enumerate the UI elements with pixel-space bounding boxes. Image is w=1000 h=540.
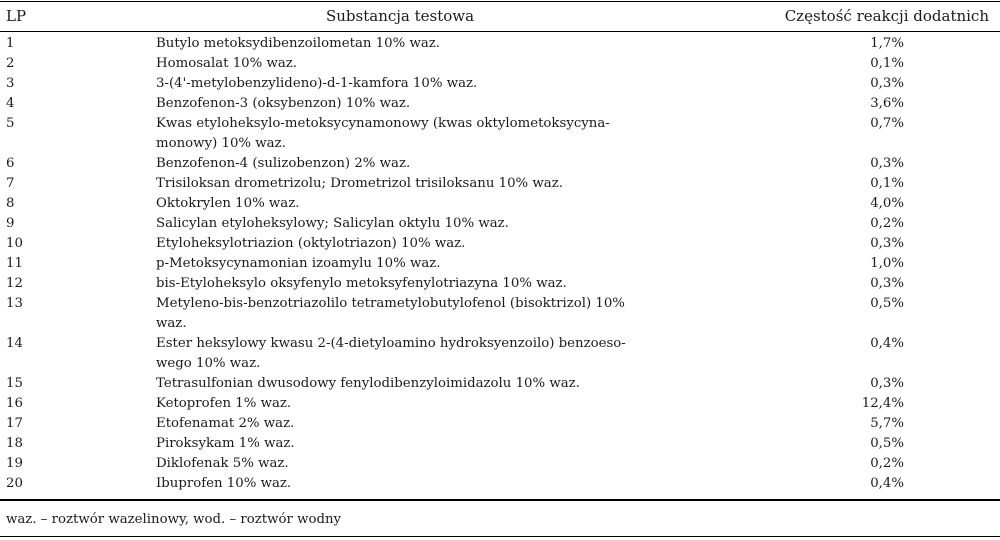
table-row [0, 374, 1000, 394]
row-frequency: 0,3% [870, 236, 904, 251]
table-row [0, 274, 1000, 294]
row-frequency: 0,2% [870, 216, 904, 231]
row-substance: Salicylan etyloheksylowy; Salicylan oktylu 10% waz. [156, 216, 509, 231]
row-substance: bis-Etyloheksylo oksyfenylo metoksyfenylotriazyna 10% waz. [156, 276, 567, 291]
row-frequency: 0,3% [870, 376, 904, 391]
table-row [0, 254, 1000, 274]
table-bottom-rule [0, 499, 1000, 501]
row-frequency: 0,2% [870, 456, 904, 471]
row-lp: 4 [6, 96, 15, 111]
row-frequency: 0,4% [870, 336, 904, 351]
column-header-lp: LP [6, 7, 27, 25]
column-header-frequency: Częstość reakcji dodatnich [784, 7, 989, 25]
row-frequency: 0,5% [870, 436, 904, 451]
row-substance: Trisiloksan drometrizolu; Drometrizol trisiloksanu 10% waz. [156, 176, 563, 191]
row-frequency: 0,3% [870, 156, 904, 171]
footnote-rule [0, 536, 1000, 537]
table-row [0, 434, 1000, 454]
row-lp: 5 [6, 116, 15, 131]
table-row [0, 174, 1000, 194]
row-lp: 6 [6, 156, 15, 171]
table-row [0, 214, 1000, 234]
row-substance: Benzofenon-4 (sulizobenzon) 2% waz. [156, 156, 411, 171]
table-row [0, 394, 1000, 414]
table-row [0, 234, 1000, 254]
row-frequency: 0,3% [870, 276, 904, 291]
row-frequency: 0,3% [870, 76, 904, 91]
row-substance: Diklofenak 5% waz. [156, 456, 289, 471]
table-row [0, 474, 1000, 494]
row-frequency: 4,0% [870, 196, 904, 211]
row-substance: Oktokrylen 10% waz. [156, 196, 300, 211]
table-row [0, 74, 1000, 94]
row-lp: 1 [6, 36, 15, 51]
row-substance: Metyleno-bis-benzotriazolilo tetrametylobutylofenol (bisoktrizol) 10% waz. [156, 296, 625, 331]
row-lp: 16 [6, 396, 23, 411]
row-substance: 3-(4'-metylobenzylideno)-d-1-kamfora 10% waz. [156, 76, 478, 91]
table-body [0, 34, 1000, 494]
table-row [0, 34, 1000, 54]
row-lp: 2 [6, 56, 15, 71]
row-lp: 17 [6, 416, 23, 431]
row-substance: Etyloheksylotriazion (oktylotriazon) 10% waz. [156, 236, 466, 251]
row-substance: Piroksykam 1% waz. [156, 436, 295, 451]
row-substance: Etofenamat 2% waz. [156, 416, 295, 431]
column-header-substance: Substancja testowa [326, 7, 475, 25]
table-row [0, 334, 1000, 374]
row-frequency: 0,4% [870, 476, 904, 491]
table-row [0, 294, 1000, 334]
row-lp: 18 [6, 436, 23, 451]
table-row [0, 194, 1000, 214]
row-lp: 11 [6, 256, 23, 271]
table-row [0, 94, 1000, 114]
table-top-rule [0, 1, 1000, 2]
table-row [0, 454, 1000, 474]
row-substance: Butylo metoksydibenzoilometan 10% waz. [156, 36, 440, 51]
table-row [0, 154, 1000, 174]
row-substance: Kwas etyloheksylo-metoksycynamonowy (kwas oktylometoksycyna-monowy) 10% waz. [156, 116, 610, 151]
row-lp: 13 [6, 296, 23, 311]
row-lp: 8 [6, 196, 15, 211]
row-substance: p-Metoksycynamonian izoamylu 10% waz. [156, 256, 441, 271]
row-substance: Ester heksylowy kwasu 2-(4-dietyloamino hydroksyenzoilo) benzoeso-wego 10% waz. [156, 336, 626, 371]
row-lp: 14 [6, 336, 23, 351]
row-lp: 19 [6, 456, 23, 471]
row-substance: Homosalat 10% waz. [156, 56, 298, 71]
row-frequency: 3,6% [870, 96, 904, 111]
table-footnote: waz. – roztwór wazelinowy, wod. – roztwór wodny [6, 512, 342, 527]
row-frequency: 0,5% [870, 296, 904, 311]
row-frequency: 0,1% [870, 176, 904, 191]
row-substance: Benzofenon-3 (oksybenzon) 10% waz. [156, 96, 411, 111]
row-lp: 9 [6, 216, 15, 231]
row-lp: 10 [6, 236, 23, 251]
table-row [0, 54, 1000, 74]
row-lp: 12 [6, 276, 23, 291]
row-frequency: 1,0% [870, 256, 904, 271]
row-lp: 7 [6, 176, 15, 191]
header-rule [0, 31, 1000, 32]
row-substance: Ketoprofen 1% waz. [156, 396, 292, 411]
row-frequency: 0,1% [870, 56, 904, 71]
row-substance: Tetrasulfonian dwusodowy fenylodibenzyloimidazolu 10% waz. [156, 376, 580, 391]
table-row [0, 114, 1000, 154]
row-frequency: 0,7% [870, 116, 904, 131]
row-frequency: 1,7% [870, 36, 904, 51]
table-row [0, 414, 1000, 434]
row-lp: 3 [6, 76, 15, 91]
row-frequency: 5,7% [870, 416, 904, 431]
row-frequency: 12,4% [861, 396, 904, 411]
row-substance: Ibuprofen 10% waz. [156, 476, 292, 491]
row-lp: 20 [6, 476, 23, 491]
row-lp: 15 [6, 376, 23, 391]
